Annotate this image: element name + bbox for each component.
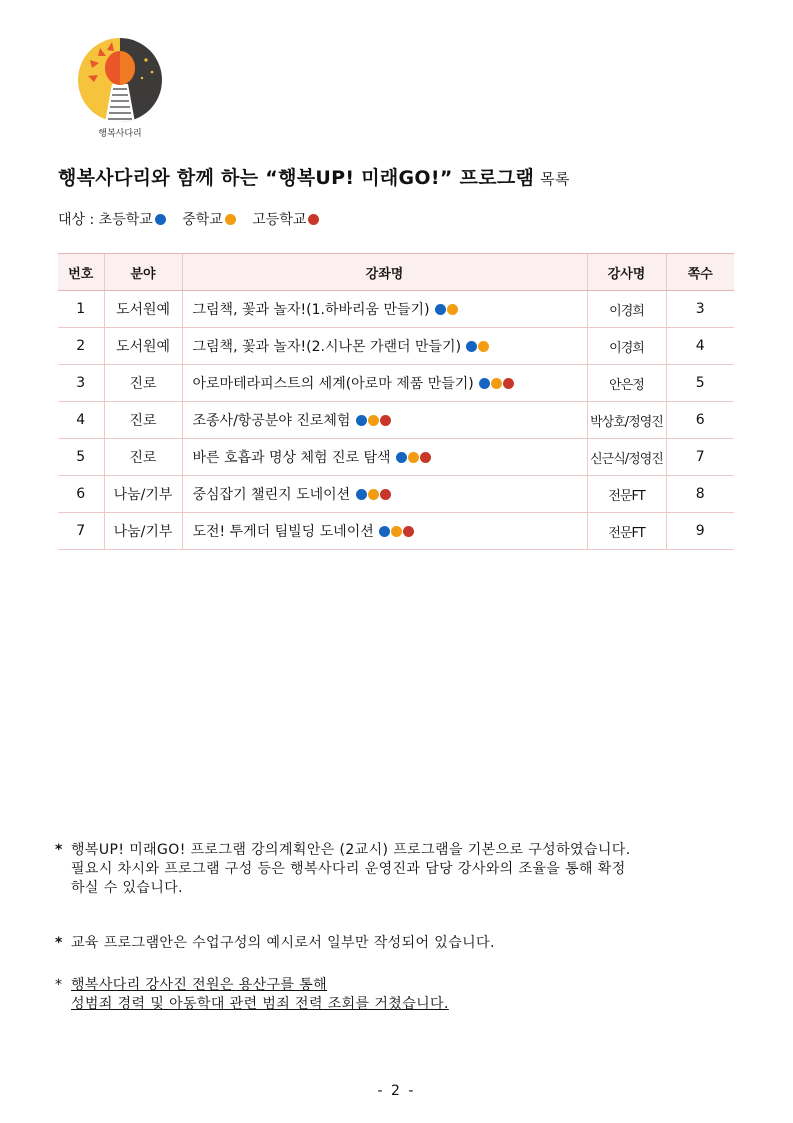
asterisk: *: [55, 935, 63, 951]
note2-text: 교육 프로그램안은 수업구성의 예시로서 일부만 작성되어 있습니다.: [71, 935, 495, 951]
note-background-check: [55, 976, 449, 1014]
row-page: 4: [666, 328, 734, 365]
table-row: [58, 328, 734, 365]
orange-dot-icon: [478, 341, 489, 352]
target-label: 대상 :: [58, 212, 95, 228]
blue-dot-icon: [466, 341, 477, 352]
blue-dot-icon: [396, 452, 407, 463]
table-row: [58, 476, 734, 513]
row-number: 1: [58, 291, 104, 328]
orange-dot-icon: [368, 415, 379, 426]
target-middle-label: 중학교: [182, 212, 223, 228]
lecture-title: 중심잡기 챌린지 도네이션: [192, 487, 351, 503]
header-instructor: 강사명: [587, 254, 666, 291]
header-page: 쪽수: [666, 254, 734, 291]
red-dot-icon: [420, 452, 431, 463]
happy-ladder-logo: [70, 38, 170, 140]
row-field: 진로: [104, 402, 182, 439]
red-dot-icon: [503, 378, 514, 389]
row-field: 나눔/기부: [104, 476, 182, 513]
lecture-title: 도전! 투게더 팀빌딩 도네이션: [192, 524, 374, 540]
row-field: 도서원예: [104, 328, 182, 365]
header-number: 번호: [58, 254, 104, 291]
row-field: 도서원예: [104, 291, 182, 328]
row-field: 진로: [104, 365, 182, 402]
lecture-title: 아로마테라피스트의 세계(아로마 제품 만들기): [192, 376, 474, 392]
red-dot-icon: [380, 489, 391, 500]
row-number: 3: [58, 365, 104, 402]
header-lecture: 강좌명: [182, 254, 587, 291]
note1-line3: 하실 수 있습니다.: [71, 880, 184, 896]
table-row: [58, 291, 734, 328]
red-dot-icon: [380, 415, 391, 426]
row-instructor: 전문FT: [587, 513, 666, 550]
row-page: 9: [666, 513, 734, 550]
red-dot-icon: [403, 526, 414, 537]
row-page: 5: [666, 365, 734, 402]
target-elementary: [99, 212, 166, 228]
logo-text: 행복사다리: [98, 129, 142, 139]
row-lecture: [182, 513, 587, 550]
table-row: [58, 402, 734, 439]
blue-dot-icon: [379, 526, 390, 537]
orange-dot-icon: [391, 526, 402, 537]
row-instructor: 이경희: [587, 291, 666, 328]
row-lecture: [182, 476, 587, 513]
blue-dot-icon: [479, 378, 490, 389]
blue-dot-icon: [356, 489, 367, 500]
row-instructor: 신근식/정영진: [587, 439, 666, 476]
row-instructor: 이경희: [587, 328, 666, 365]
target-high: [252, 212, 319, 228]
page-title: [58, 163, 570, 190]
lecture-title: 조종사/항공분야 진로체험: [192, 413, 351, 429]
lecture-title: 바른 호흡과 명상 체험 진로 탐색: [192, 450, 391, 466]
row-lecture: [182, 328, 587, 365]
row-instructor: 박상호/정영진: [587, 402, 666, 439]
row-page: 8: [666, 476, 734, 513]
row-lecture: [182, 365, 587, 402]
program-table: [58, 253, 734, 550]
page-number: - 2 -: [377, 1083, 416, 1099]
note1-line2: 필요시 차시와 프로그램 구성 등은 행복사다리 운영진과 담당 강사와의 조율을 통해 확정: [71, 861, 626, 877]
row-instructor: 안은정: [587, 365, 666, 402]
asterisk: *: [55, 977, 63, 993]
note3-line1: 행복사다리 강사진 전원은 용산구를 통해: [71, 977, 328, 993]
title-main: 행복사다리와 함께 하는 “행복UP! 미래GO!” 프로그램: [58, 167, 535, 189]
lecture-title: 그림책, 꽃과 놀자!(2.시나몬 가랜더 만들기): [192, 339, 462, 355]
row-number: 7: [58, 513, 104, 550]
title-suffix: 목록: [540, 170, 570, 188]
row-instructor: 전문FT: [587, 476, 666, 513]
table-row: [58, 439, 734, 476]
blue-dot-icon: [356, 415, 367, 426]
row-number: 6: [58, 476, 104, 513]
row-number: 5: [58, 439, 104, 476]
asterisk: *: [55, 842, 63, 858]
target-middle: [182, 212, 236, 228]
lecture-title: 그림책, 꽃과 놀자!(1.하바리움 만들기): [192, 302, 430, 318]
table-header-row: [58, 254, 734, 291]
blue-dot-icon: [435, 304, 446, 315]
table-row: [58, 365, 734, 402]
orange-dot-icon: [447, 304, 458, 315]
orange-dot-icon: [491, 378, 502, 389]
table-row: [58, 513, 734, 550]
row-field: 진로: [104, 439, 182, 476]
row-number: 4: [58, 402, 104, 439]
red-dot-icon: [308, 214, 319, 225]
note1-line1: 행복UP! 미래GO! 프로그램 강의계획안은 (2교시) 프로그램을 기본으로 구성하였습니다.: [71, 842, 631, 858]
row-lecture: [182, 439, 587, 476]
target-legend: [58, 209, 331, 229]
target-elementary-label: 초등학교: [98, 212, 153, 228]
orange-dot-icon: [368, 489, 379, 500]
target-high-label: 고등학교: [252, 212, 307, 228]
row-page: 6: [666, 402, 734, 439]
row-lecture: [182, 291, 587, 328]
row-number: 2: [58, 328, 104, 365]
row-page: 7: [666, 439, 734, 476]
orange-dot-icon: [225, 214, 236, 225]
note-example: [55, 934, 495, 953]
note-program-plan: [55, 841, 631, 898]
blue-dot-icon: [155, 214, 166, 225]
row-lecture: [182, 402, 587, 439]
row-field: 나눔/기부: [104, 513, 182, 550]
note3-line2: 성범죄 경력 및 아동학대 관련 범죄 전력 조회를 거쳤습니다.: [71, 996, 449, 1012]
row-page: 3: [666, 291, 734, 328]
orange-dot-icon: [408, 452, 419, 463]
header-field: 분야: [104, 254, 182, 291]
